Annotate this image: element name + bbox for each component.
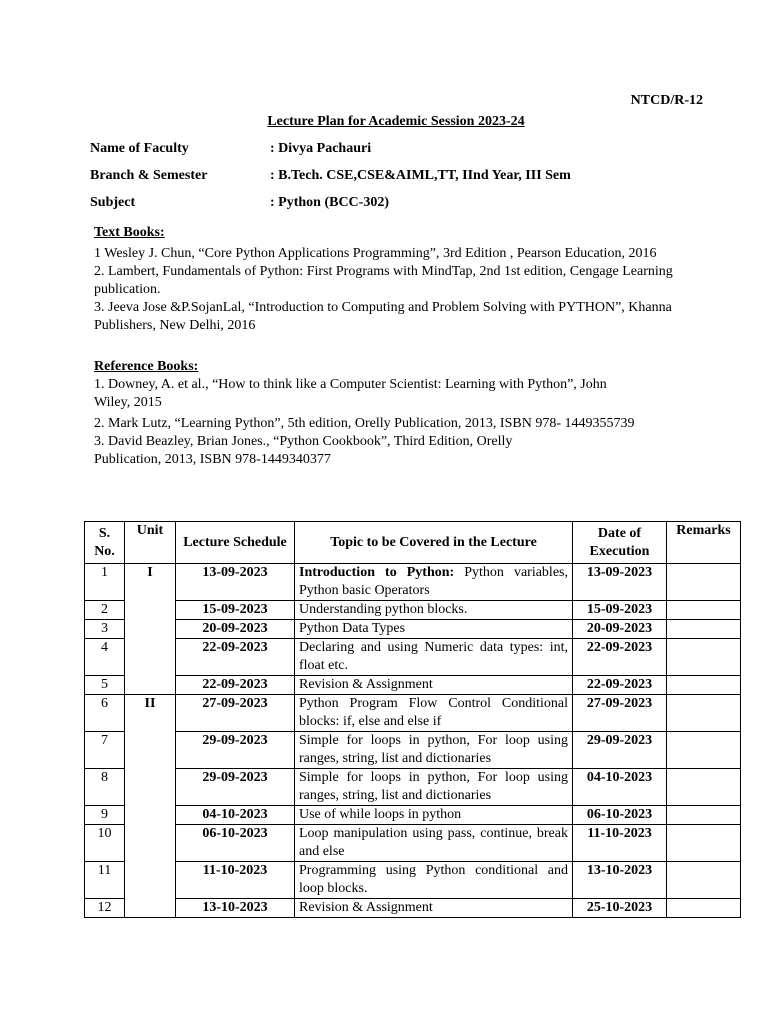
topic-cell: Declaring and using Numeric data types: int, float etc. (295, 639, 573, 676)
text-books-section (94, 224, 714, 242)
faculty-row (90, 141, 371, 157)
remarks-cell (667, 732, 741, 769)
sno-cell: 9 (85, 806, 125, 825)
reference-book-item: 3. David Beazley, Brian Jones., “Python Cookbook”, Third Edition, Orelly Publication, 2013, ISBN 978-1449340377 (94, 434, 513, 467)
unit-cell: I (125, 564, 176, 695)
table-row (85, 676, 741, 695)
schedule-cell: 29-09-2023 (176, 732, 295, 769)
sno-cell: 10 (85, 825, 125, 862)
sno-cell: 5 (85, 676, 125, 695)
table-row (85, 732, 741, 769)
remarks-cell (667, 676, 741, 695)
header-schedule: Lecture Schedule (176, 522, 295, 564)
schedule-cell: 20-09-2023 (176, 620, 295, 639)
execution-cell: 29-09-2023 (573, 732, 667, 769)
schedule-cell: 22-09-2023 (176, 676, 295, 695)
table-row (85, 695, 741, 732)
text-book-item: 2. Lambert, Fundamentals of Python: First Programs with MindTap, 2nd 1st edition, Cengage Learning publication. (94, 264, 673, 297)
execution-cell: 13-10-2023 (573, 862, 667, 899)
topic-cell: Revision & Assignment (295, 899, 573, 918)
sno-cell: 6 (85, 695, 125, 732)
table-row (85, 564, 741, 601)
topic-cell: Revision & Assignment (295, 676, 573, 695)
execution-cell: 06-10-2023 (573, 806, 667, 825)
schedule-cell: 29-09-2023 (176, 769, 295, 806)
header-sno: S. No. (85, 522, 125, 564)
header-unit: Unit (125, 522, 176, 564)
text-books-heading: Text Books: (94, 225, 165, 240)
table-header-row (85, 522, 741, 564)
sno-cell: 1 (85, 564, 125, 601)
document-code: NTCD/R-12 (630, 93, 703, 108)
remarks-cell (667, 639, 741, 676)
remarks-cell (667, 620, 741, 639)
sno-cell: 4 (85, 639, 125, 676)
header-topic: Topic to be Covered in the Lecture (295, 522, 573, 564)
table-row (85, 899, 741, 918)
faculty-value: : Divya Pachauri (270, 141, 372, 156)
remarks-cell (667, 564, 741, 601)
schedule-cell: 15-09-2023 (176, 601, 295, 620)
topic-bold: Introduction to Python: (299, 565, 455, 580)
remarks-cell (667, 769, 741, 806)
topic-cell: Python Program Flow Control Conditional blocks: if, else and else if (295, 695, 573, 732)
topic-text: Python variables, Python basic Operators (299, 565, 568, 598)
remarks-cell (667, 695, 741, 732)
text-book-item: 1 Wesley J. Chun, “Core Python Applications Programming”, 3rd Edition , Pearson Education, 2016 (94, 246, 657, 261)
table-row (85, 620, 741, 639)
topic-cell: Simple for loops in python, For loop using ranges, string, list and dictionaries (295, 732, 573, 769)
sno-cell: 2 (85, 601, 125, 620)
faculty-label: Name of Faculty (90, 141, 189, 156)
lecture-plan-table (84, 521, 741, 918)
reference-books-section (94, 358, 694, 469)
execution-cell: 15-09-2023 (573, 601, 667, 620)
topic-cell: Programming using Python conditional and loop blocks. (295, 862, 573, 899)
page-title: Lecture Plan for Academic Session 2023-24 (267, 114, 525, 129)
branch-label: Branch & Semester (90, 168, 208, 183)
topic-cell: Simple for loops in python, For loop using ranges, string, list and dictionaries (295, 769, 573, 806)
sno-cell: 8 (85, 769, 125, 806)
schedule-cell: 11-10-2023 (176, 862, 295, 899)
schedule-cell: 06-10-2023 (176, 825, 295, 862)
schedule-cell: 04-10-2023 (176, 806, 295, 825)
sno-cell: 3 (85, 620, 125, 639)
subject-row (90, 195, 389, 211)
execution-cell: 04-10-2023 (573, 769, 667, 806)
header-remarks: Remarks (667, 522, 741, 564)
topic-cell: Use of while loops in python (295, 806, 573, 825)
execution-cell: 22-09-2023 (573, 676, 667, 695)
schedule-cell: 22-09-2023 (176, 639, 295, 676)
schedule-cell: 13-09-2023 (176, 564, 295, 601)
execution-cell: 20-09-2023 (573, 620, 667, 639)
sno-cell: 12 (85, 899, 125, 918)
topic-cell: Python Data Types (295, 620, 573, 639)
table-row (85, 639, 741, 676)
subject-label: Subject (90, 195, 136, 210)
remarks-cell (667, 601, 741, 620)
execution-cell: 11-10-2023 (573, 825, 667, 862)
remarks-cell (667, 862, 741, 899)
reference-book-item: 1. Downey, A. et al., “How to think like a Computer Scientist: Learning with Python”, John Wiley, 2015 (94, 377, 607, 410)
unit-cell: II (125, 695, 176, 918)
header-execution: Date of Execution (573, 522, 667, 564)
table-row (85, 862, 741, 899)
execution-cell: 22-09-2023 (573, 639, 667, 676)
branch-value: : B.Tech. CSE,CSE&AIML,TT, IInd Year, III Sem (270, 168, 571, 183)
table-row (85, 806, 741, 825)
remarks-cell (667, 806, 741, 825)
sno-cell: 7 (85, 732, 125, 769)
text-book-item: 3. Jeeva Jose &P.SojanLal, “Introduction to Computing and Problem Solving with PYTHON”, Khanna Publishers, New Delhi, 2016 (94, 300, 672, 333)
reference-book-item: 2. Mark Lutz, “Learning Python”, 5th edition, Orelly Publication, 2013, ISBN 978- 1449355739 (94, 416, 635, 431)
schedule-cell: 27-09-2023 (176, 695, 295, 732)
execution-cell: 27-09-2023 (573, 695, 667, 732)
topic-cell: Understanding python blocks. (295, 601, 573, 620)
table-row (85, 825, 741, 862)
topic-cell (295, 564, 573, 601)
execution-cell: 25-10-2023 (573, 899, 667, 918)
remarks-cell (667, 899, 741, 918)
remarks-cell (667, 825, 741, 862)
branch-row (90, 168, 571, 184)
text-books-list (94, 245, 714, 335)
reference-books-heading: Reference Books: (94, 359, 199, 374)
table-row (85, 601, 741, 620)
schedule-cell: 13-10-2023 (176, 899, 295, 918)
sno-cell: 11 (85, 862, 125, 899)
subject-value: : Python (BCC-302) (270, 195, 389, 210)
execution-cell: 13-09-2023 (573, 564, 667, 601)
table-row (85, 769, 741, 806)
topic-cell: Loop manipulation using pass, continue, break and else (295, 825, 573, 862)
